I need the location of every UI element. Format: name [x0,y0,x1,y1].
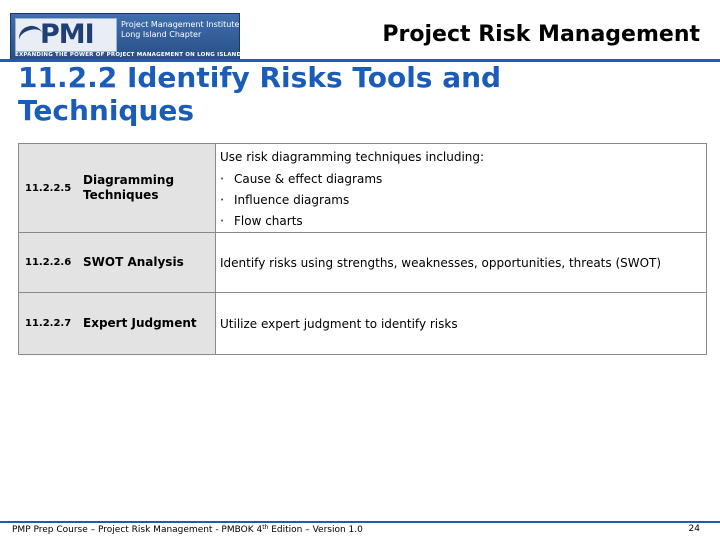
row-label: Diagramming Techniques [83,173,175,202]
row-number: 11.2.2.7 [25,318,72,329]
footer-course-text: PMP Prep Course – Project Risk Management - PMBOK 4 [12,525,263,535]
pmi-logo [10,13,240,60]
table-row [19,233,707,293]
footer-version-text: Edition – Version 1.0 [268,525,363,535]
bullet-list [216,169,706,232]
row-description: Identify risks using strengths, weaknesses, opportunities, threats (SWOT) [220,255,662,270]
row-label: SWOT Analysis [83,255,184,269]
table-row [19,293,707,355]
row-label: Expert Judgment [83,316,197,330]
row-description: Utilize expert judgment to identify risks [220,316,458,331]
footer-text [12,524,363,535]
row-description-cell [216,233,707,293]
row-label-cell [19,144,216,233]
row-number: 11.2.2.5 [25,182,72,194]
bullet-item: • Flow charts [220,211,706,232]
table-row [19,144,707,233]
page-number: 24 [688,524,700,534]
row-label-cell [19,293,216,355]
logo-tagline: EXPANDING THE POWER OF PROJECT MANAGEMENT ON LONG ISLAND [15,52,242,58]
row-number: 11.2.2.6 [25,257,72,268]
footer-divider [0,521,720,523]
row-label-cell [19,233,216,293]
logo-chapter-name: Long Island Chapter [121,30,202,39]
header-title: Project Risk Management [382,22,700,47]
bullet-item: • Influence diagrams [220,190,706,211]
row-intro-text: Use risk diagramming techniques including: [220,150,485,164]
row-description-cell [216,144,707,233]
pmi-logo-mark [15,18,117,52]
row-description-cell [216,293,707,355]
tools-techniques-table [18,143,707,355]
pmi-logo-letters: PMI [40,19,94,50]
bullet-item: • Cause & effect diagrams [220,169,706,190]
logo-org-name: Project Management Institute [121,20,240,29]
slide-title: 11.2.2 Identify Risks Tools and Techniques [18,61,502,127]
footer-superscript: th [262,524,269,531]
